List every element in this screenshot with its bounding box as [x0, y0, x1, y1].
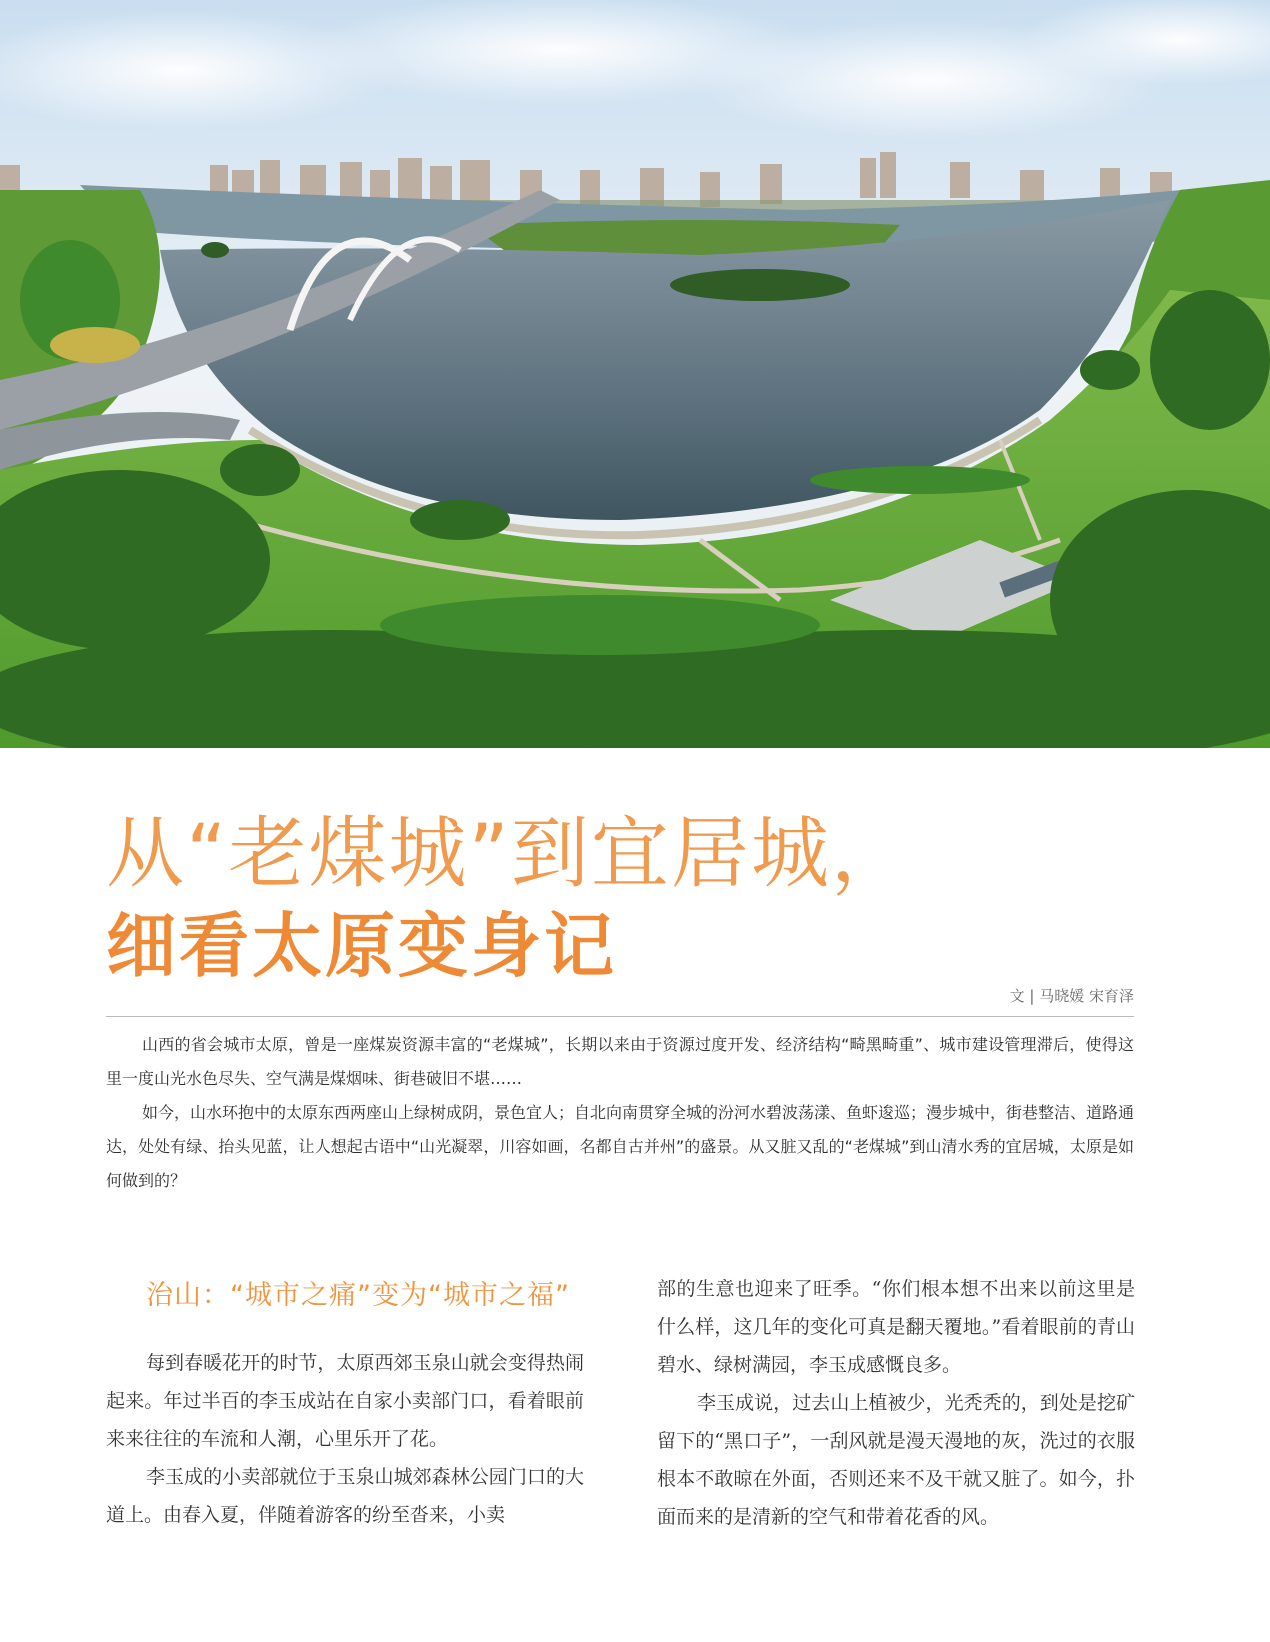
body-paragraph: 李玉成说，过去山上植被少，光秃秃的，到处是挖矿留下的“黑口子”，一刮风就是漫天漫地的灰，洗过的衣服根本不敢晾在外面，否则还来不及干就又脏了。如今，扑面而来的是清新的空气和带着花香的风。 [657, 1392, 1135, 1528]
body-column-right [657, 1270, 1135, 1536]
intro [106, 1028, 1134, 1198]
body-column-left [106, 1344, 584, 1534]
byline: 文 | 马晓媛 宋育泽 [1009, 987, 1134, 1005]
section-heading: 治山：“城市之痛”变为“城市之福” [146, 1280, 570, 1311]
article-title-line2: 细看太原变身记 [106, 905, 617, 987]
divider [106, 1016, 1134, 1017]
hero-photo [0, 0, 1270, 748]
article-title-line1: 从“老煤城”到宜居城， [106, 809, 911, 899]
intro-paragraph: 如今，山水环抱中的太原东西两座山上绿树成阴，景色宜人；自北向南贯穿全城的汾河水碧波荡漾、鱼虾逡巡；漫步城中，街巷整洁、道路通达，处处有绿、抬头见蓝，让人想起古语中“山光凝翠，川容如画，名都自古并州”的盛景。从又脏又乱的“老煤城”到山清水秀的宜居城，太原是如何做到的？ [106, 1103, 1135, 1190]
body-paragraph: 李玉成的小卖部就位于玉泉山城郊森林公园门口的大道上。由春入夏，伴随着游客的纷至沓来，小卖 [106, 1466, 584, 1526]
body-paragraph: 每到春暖花开的时节，太原西郊玉泉山就会变得热闹起来。年过半百的李玉成站在自家小卖部门口，看着眼前来来往往的车流和人潮，心里乐开了花。 [106, 1352, 584, 1450]
body-paragraph: 部的生意也迎来了旺季。“你们根本想不出来以前这里是什么样，这几年的变化可真是翻天覆地。”看着眼前的青山碧水、绿树满园，李玉成感慨良多。 [657, 1278, 1135, 1376]
intro-paragraph: 山西的省会城市太原，曾是一座煤炭资源丰富的“老煤城”，长期以来由于资源过度开发、经济结构“畸黑畸重”、城市建设管理滞后，使得这里一度山光水色尽失、空气满是煤烟味、街巷破旧不堪…… [106, 1035, 1134, 1088]
